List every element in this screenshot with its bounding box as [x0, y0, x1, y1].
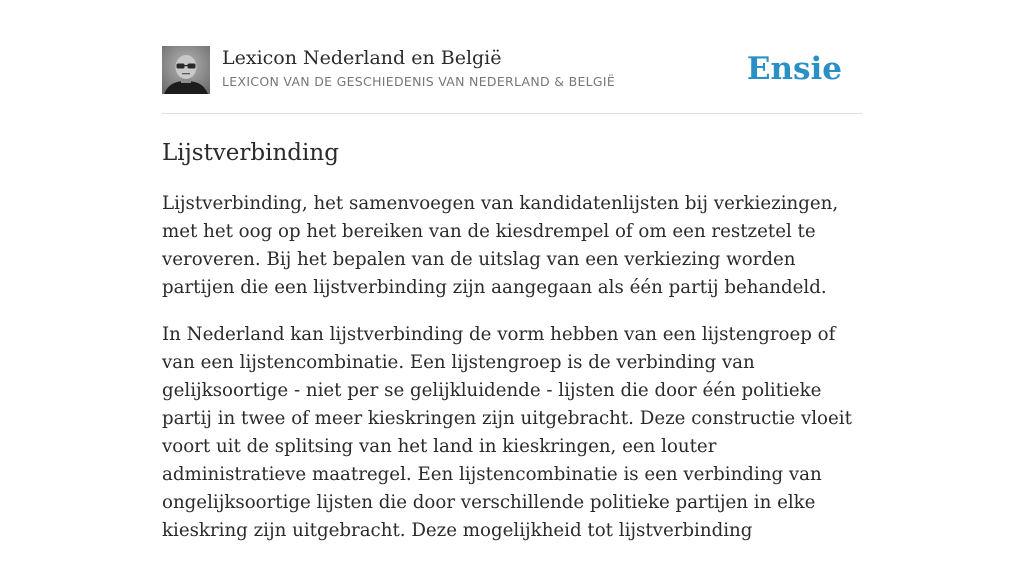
article-title: Lijstverbinding — [162, 140, 339, 166]
ensie-logo[interactable]: Ensie — [746, 51, 842, 87]
article-body — [162, 190, 864, 564]
article-header — [162, 46, 862, 114]
paragraph: In Nederland kan lijstverbinding de vorm hebben van een lijstengroep of van een lijstencombinatie. Een lijstengroep is de verbinding van gelijksoortige - niet per se gelijkluidende - lijsten die door één politieke partij in twee of meer kieskringen zijn uitgebracht. Deze constructie vloeit voort uit de splitsing van het land in kieskringen, een louter administratieve maatregel. Een lijstencombinatie is een verbinding van ongelijksoortige lijsten die door verschillende politieke partijen in elke kieskring zijn uitgebracht. Deze mogelijkheid tot lijstverbinding — [162, 324, 852, 541]
author-subtitle: LEXICON VAN DE GESCHIEDENIS VAN NEDERLAND & BELGIË — [222, 74, 616, 89]
avatar[interactable] — [162, 46, 210, 94]
paragraph: Lijstverbinding, het samenvoegen van kandidatenlijsten bij verkiezingen, met het oog op het bereiken van de kiesdrempel of om een restzetel te veroveren. Bij het bepalen van de uitslag van een verkiezing worden partijen die een lijstverbinding zijn aangegaan als één partij behandeld. — [162, 193, 839, 298]
author-name[interactable]: Lexicon Nederland en België — [222, 47, 502, 69]
portrait-image — [162, 46, 210, 94]
